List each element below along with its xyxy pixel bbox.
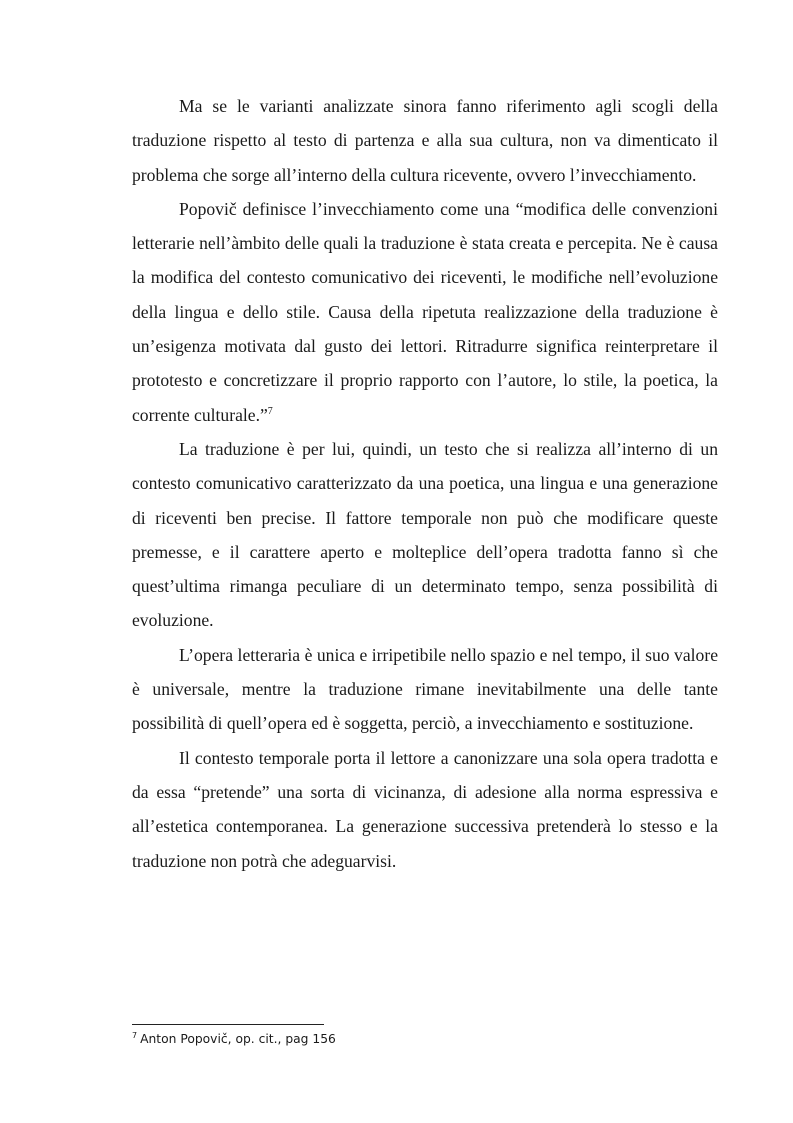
footnote-separator <box>132 1024 324 1025</box>
paragraph-4: L’opera letteraria è unica e irripetibile nello spazio e nel tempo, il suo valore è universale, mentre la traduzione rimane inevitabilmente una delle tante possibilità di quell’opera ed è soggetta, perciò, a invecchiamento e sostituzione. <box>132 644 718 734</box>
footnote <box>132 1031 336 1047</box>
footnote-number: 7 <box>132 1030 138 1040</box>
footnote-text: Anton Popovič, op. cit., pag 156 <box>140 1032 336 1046</box>
paragraph-2 <box>132 192 718 432</box>
paragraph-2-text: Popovič definisce l’invecchiamento come una “modifica delle convenzioni letterarie nell’àmbito delle quali la traduzione è stata creata e percepita. Ne è causa la modifica del contesto comunicativo dei riceventi, le modifiche nell’evoluzione della lingua e dello stile. Causa della ripetuta realizzazione della traduzione è un’esigenza motivata dal gusto dei lettori. Ritradurre significa reinterpretare il prototesto e concretizzare il proprio rapporto con l’autore, lo stile, la poetica, la corrente culturale.” <box>132 198 718 425</box>
paragraph-1: Ma se le varianti analizzate sinora fanno riferimento agli scogli della traduzione rispetto al testo di partenza e alla sua cultura, non va dimenticato il problema che sorge all’interno della cultura ricevente, ovvero l’invecchiamento. <box>132 96 718 185</box>
footnote-reference[interactable]: 7 <box>267 405 273 417</box>
document-body <box>132 89 718 878</box>
paragraph-3: La traduzione è per lui, quindi, un testo che si realizza all’interno di un contesto comunicativo caratterizzato da una poetica, una lingua e una generazione di riceventi ben precise. Il fattore temporale non può che modificare queste premesse, e il carattere aperto e molteplice dell’opera tradotta fanno sì che quest’ultima rimanga peculiare di un determinato tempo, senza possibilità di evoluzione. <box>132 438 718 631</box>
paragraph-5: Il contesto temporale porta il lettore a canonizzare una sola opera tradotta e da essa “pretende” una sorta di vicinanza, di adesione alla norma espressiva e all’estetica contemporanea. La generazione successiva pretenderà lo stesso e la traduzione non potrà che adeguarvisi. <box>132 747 718 871</box>
